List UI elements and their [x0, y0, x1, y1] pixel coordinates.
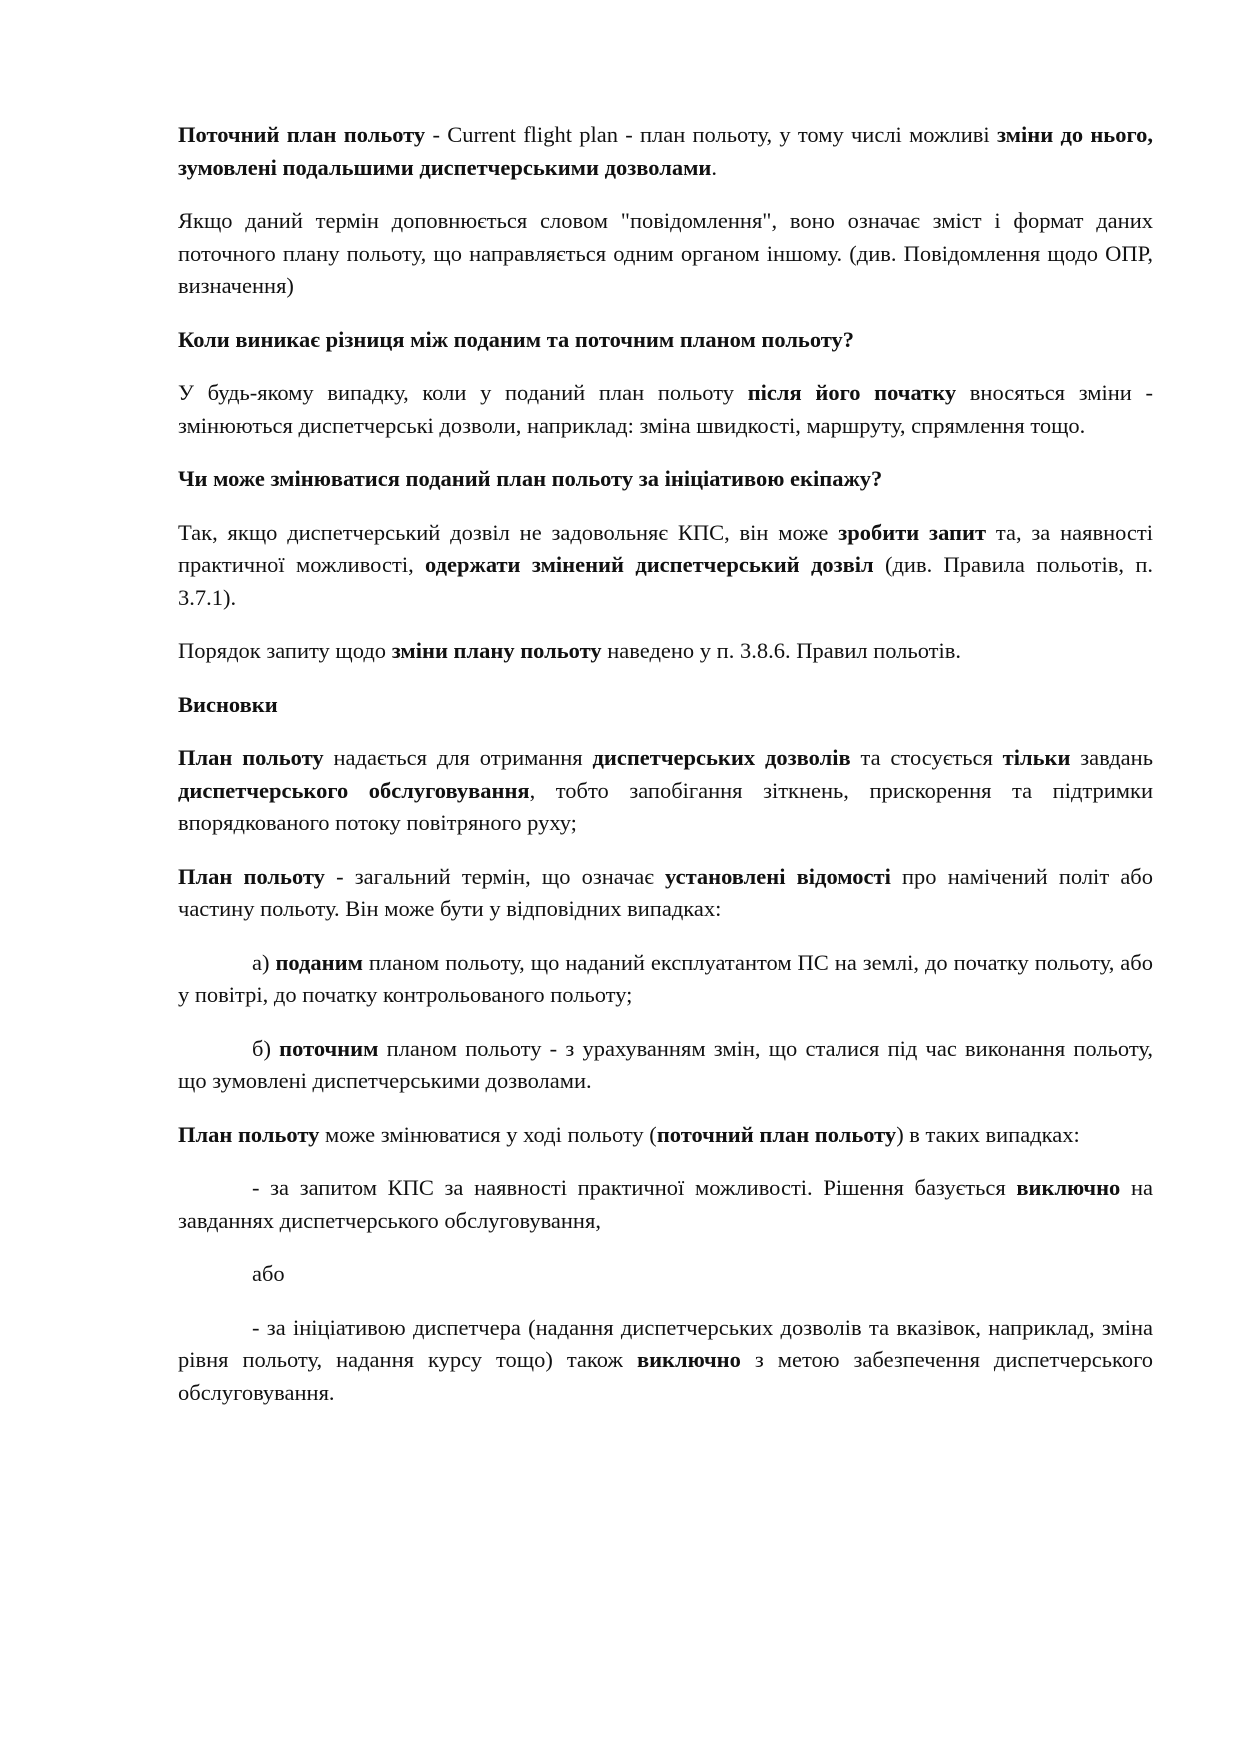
paragraph-answer-crew-initiative	[178, 517, 1153, 615]
paragraph-request-procedure	[178, 635, 1153, 668]
paragraph-current-flight-plan-definition	[178, 119, 1153, 184]
text-run: (див. Правила польотів, п. 3.7.1).	[178, 552, 1154, 610]
text-run: планом польоту - з урахуванням змін, що сталися під час виконання польоту, що зумовлені диспетчерськими дозволами.	[178, 1035, 1153, 1093]
bold-text: після його початку	[747, 380, 957, 405]
text-run: Якщо даний термін доповнюється словом "повідомлення", воно означає зміст і формат даних поточного плану польоту, що направляється одним органом іншому. (див. Повідомлення щодо ОПР, визначення)	[178, 208, 1153, 298]
paragraph-change-by-controller-initiative	[178, 1312, 1153, 1410]
text-run: вносяться зміни - змінюються диспетчерські дозволи, наприклад: зміна швидкості, маршруту, спрямлення тощо.	[178, 380, 1154, 438]
bold-text: поточний план польоту	[656, 1121, 897, 1147]
bold-text: виключно	[1016, 1175, 1121, 1200]
text-run: - Current flight plan - план польоту, у тому числі можливі	[425, 122, 997, 147]
bold-text: зміни плану польоту	[391, 638, 602, 663]
text-run: планом польоту, що наданий експлуатантом ПС на землі, до початку польоту, або у повітрі, до початку контрольованого польоту;	[178, 949, 1153, 1007]
document-page	[178, 119, 1153, 1430]
text-run: та стосується	[850, 745, 1003, 770]
text-run: про намічений політ або частину польоту. Він може бути у відповідних випадках:	[178, 863, 1154, 921]
bold-text: поданим	[275, 949, 363, 975]
bold-text: План польоту	[178, 863, 325, 889]
paragraph-conclusion-purpose	[178, 742, 1153, 840]
bold-text: виключно	[636, 1347, 741, 1372]
paragraph-change-by-pilot-request	[178, 1172, 1153, 1237]
text-run: завдань	[1070, 745, 1153, 770]
bold-text: План польоту	[178, 745, 324, 770]
text-run: на завданнях диспетчерського обслуговування,	[178, 1175, 1154, 1233]
heading-question-crew-initiative	[178, 463, 1153, 496]
text-run: , тобто запобігання зіткнень, прискорення та підтримки впорядкованого потоку повітряного руху;	[178, 777, 1153, 835]
bold-text: поточним	[279, 1035, 379, 1061]
bold-text: Поточний план польоту	[178, 122, 426, 147]
text-run: - за ініціативою диспетчера (надання диспетчерських дозволів та вказівок, наприклад, зміна рівня польоту, надання курсу тощо) також	[178, 1314, 1153, 1372]
text-run: - загальний термін, що означає	[324, 863, 666, 889]
bold-text: одержати змінений диспетчерський дозвіл	[425, 552, 874, 577]
text-run: У будь-якому випадку, коли у поданий план польоту	[178, 380, 748, 405]
text-run: Так, якщо диспетчерський дозвіл не задовольняє КПС, він може	[178, 519, 839, 545]
text-run: - за запитом КПС за наявності практичної можливості. Рішення базується	[252, 1175, 1017, 1200]
bold-text: Чи може змінюватися поданий план польоту за ініціативою екіпажу?	[178, 466, 883, 491]
text-run: .	[711, 154, 718, 180]
paragraph-conclusion-changes	[178, 1119, 1153, 1152]
heading-conclusions-heading	[178, 689, 1153, 722]
bold-text: План польоту	[178, 1121, 320, 1147]
paragraph-case-a-filed	[178, 947, 1153, 1012]
text-run: наведено у п. 3.8.6. Правил польотів.	[601, 638, 961, 663]
text-run: б)	[252, 1035, 280, 1061]
bold-text: Висновки	[178, 691, 278, 717]
text-run: Порядок запиту щодо	[178, 638, 392, 663]
paragraph-conclusion-general-term	[178, 861, 1153, 926]
text-run: а)	[252, 949, 276, 975]
bold-text: Коли виникає різниця між поданим та поточним планом польоту?	[178, 326, 855, 352]
paragraph-or-separator	[178, 1258, 1153, 1291]
bold-text: тільки	[1002, 745, 1071, 770]
bold-text: зміни до нього, зумовлені подальшими диспетчерськими дозволами	[178, 122, 1153, 180]
bold-text: диспетчерських дозволів	[592, 745, 851, 770]
bold-text: зробити запит	[838, 519, 987, 545]
paragraph-case-b-current	[178, 1033, 1153, 1098]
text-run: ) в таких випадках:	[896, 1121, 1080, 1147]
paragraph-answer-difference	[178, 377, 1153, 442]
bold-text: диспетчерського обслуговування	[178, 777, 530, 803]
text-run: може змінюватися у ході польоту (	[319, 1121, 657, 1147]
text-run: з метою забезпечення диспетчерського обслуговування.	[178, 1347, 1153, 1405]
text-run: надається для отримання	[323, 745, 593, 770]
text-run: та, за наявності практичної можливості,	[178, 519, 1153, 577]
bold-text: установлені відомості	[665, 863, 891, 889]
paragraph-message-note	[178, 205, 1153, 303]
heading-question-difference	[178, 324, 1153, 357]
text-run: або	[252, 1261, 285, 1286]
